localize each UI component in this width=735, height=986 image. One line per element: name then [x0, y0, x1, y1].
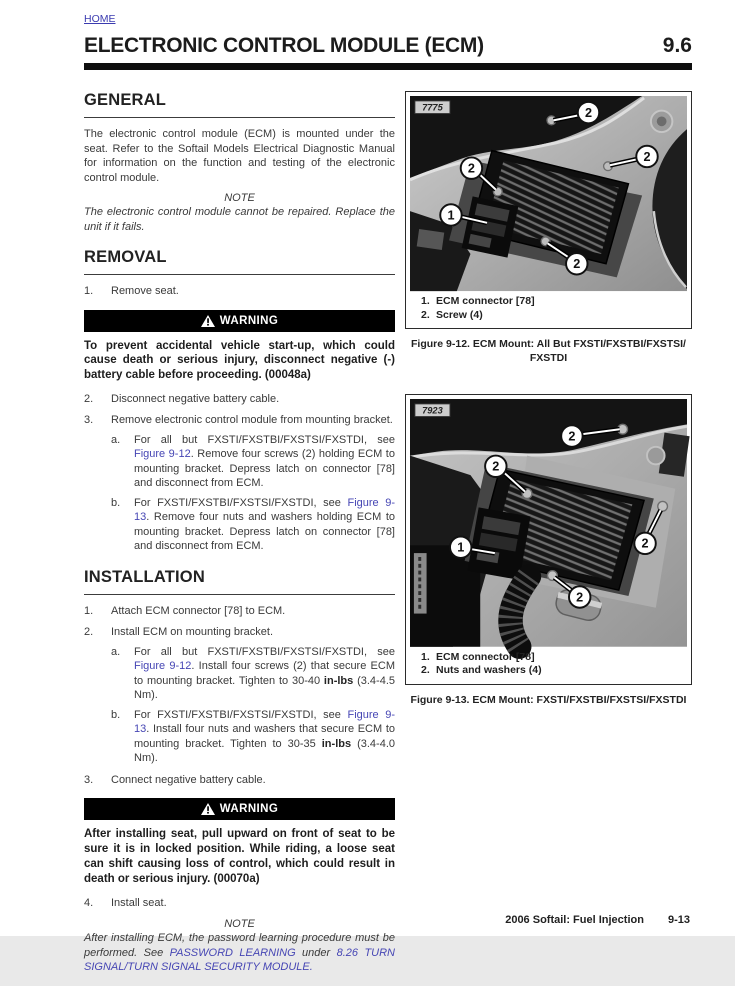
substep	[111, 645, 395, 703]
callout-2	[578, 102, 599, 123]
callout-2	[485, 456, 506, 477]
substep	[111, 433, 395, 491]
svg-text:2: 2	[573, 257, 581, 272]
photo-id-label	[415, 101, 450, 114]
figure-9-13-caption: Figure 9-13. ECM Mount: FXSTI/FXSTBI/FXSTSI/FXSTDI	[410, 693, 687, 706]
callout-2	[634, 533, 655, 554]
step-text	[111, 392, 395, 407]
ecm-photo-all-but-fxsti	[410, 96, 687, 291]
text-segment: Connect negative battery cable.	[111, 773, 266, 786]
inline-link[interactable]: Figure 9-12	[134, 660, 192, 673]
figure-legend	[410, 647, 687, 683]
section-removal	[84, 248, 395, 554]
figure-9-13	[405, 394, 692, 685]
note-text: The electronic control module cannot be repaired. Replace the unit if it fails.	[84, 206, 395, 233]
figure-legend	[410, 291, 687, 327]
callout-1	[450, 537, 471, 558]
text-segment: Remove seat.	[111, 285, 179, 297]
note-label: NOTE	[224, 192, 255, 204]
legend-row	[412, 309, 685, 323]
text-segment: under	[295, 946, 337, 959]
step	[84, 625, 395, 640]
step-number: 2.	[84, 626, 94, 639]
step-text	[111, 284, 395, 299]
warning-banner	[84, 310, 395, 332]
text-segment: Disconnect negative battery cable.	[111, 392, 280, 405]
svg-text:2: 2	[641, 536, 649, 551]
legend-label: Screw (4)	[436, 308, 483, 321]
step-number: 1.	[84, 604, 94, 617]
text-segment: For FXSTI/FXSTBI/FXSTSI/FXSTDI, see	[134, 496, 348, 509]
substep-letter: a.	[111, 645, 121, 658]
figure-column	[405, 91, 692, 986]
figure-9-12	[405, 91, 692, 329]
callout-1	[440, 204, 461, 225]
text-segment: For all but FXSTI/FXSTBI/FXSTSI/FXSTDI, see	[134, 433, 395, 446]
svg-text:2: 2	[492, 459, 500, 474]
step-text	[111, 896, 395, 911]
inline-link[interactable]: Figure 9-13	[134, 708, 395, 736]
note-label: NOTE	[224, 918, 255, 931]
legend-label: ECM connector [78]	[436, 295, 535, 308]
text-segment: (3.4-4.5 Nm).	[134, 674, 396, 702]
general-heading: GENERAL	[84, 91, 395, 118]
page-footer	[505, 914, 690, 926]
svg-text:2: 2	[568, 429, 576, 444]
figure-9-13-photo	[410, 399, 687, 647]
inline-link[interactable]: PASSWORD LEARNING	[169, 946, 296, 959]
section-installation	[84, 568, 395, 975]
svg-text:2: 2	[584, 105, 593, 120]
svg-text:1: 1	[447, 208, 455, 223]
step-number: 2.	[84, 392, 94, 405]
step-number: 4.	[84, 896, 94, 909]
substep-text	[134, 496, 395, 554]
legend-label: ECM connector [78]	[436, 650, 535, 663]
text-segment: . Install four nuts and washers that secure ECM to mounting bracket. Tighten to 30-35	[134, 723, 395, 750]
svg-text:2: 2	[643, 149, 651, 164]
legend-row	[412, 295, 685, 309]
inline-link[interactable]: Figure 9-13	[134, 496, 395, 524]
substeps	[111, 645, 395, 766]
warning-banner	[84, 798, 395, 820]
step-text	[111, 625, 395, 640]
callout-2	[461, 157, 482, 178]
title-rule	[84, 63, 692, 70]
step-number: 3.	[84, 414, 94, 427]
warning-label: WARNING	[219, 803, 279, 816]
step	[84, 413, 395, 428]
svg-text:7923: 7923	[422, 405, 443, 416]
warning-icon	[201, 315, 215, 327]
step	[84, 284, 395, 299]
warning-label: WARNING	[219, 314, 279, 327]
text-segment: Attach ECM connector [78] to ECM.	[111, 604, 286, 617]
text-segment: For all but FXSTI/FXSTBI/FXSTSI/FXSTDI, see	[134, 645, 395, 658]
warning-text: After installing seat, pull upward on front of seat to be sure it is in locked position. While riding, a loose seat can shift causing loss of control, which could result in death or serious injury. (00070a)	[84, 828, 395, 885]
callout-2	[561, 425, 582, 446]
step-text	[111, 773, 395, 788]
substeps	[111, 433, 395, 554]
text-segment: Remove electronic control module from mounting bracket.	[111, 414, 393, 427]
section-general	[84, 91, 395, 234]
legend-number: 1.	[421, 295, 430, 308]
step-number: 3.	[84, 773, 94, 786]
section-number: 9.6	[662, 34, 692, 57]
step-text	[111, 604, 395, 619]
substep-letter: b.	[111, 496, 121, 509]
text-segment: After installing ECM, the password learning procedure must be performed. See	[84, 932, 395, 959]
ecm-photo-fxsti	[410, 399, 687, 647]
legend-number: 2.	[421, 308, 430, 321]
legend-number: 1.	[421, 650, 430, 663]
text-segment: . Install four screws (2) that secure ECM to mounting bracket. Tighten to 30-40	[134, 660, 395, 687]
footer-text: 2006 Softail: Fuel Injection	[505, 914, 644, 926]
installation-heading: INSTALLATION	[84, 568, 395, 595]
page-header	[84, 34, 692, 58]
callout-2	[636, 146, 657, 167]
svg-text:2: 2	[467, 161, 475, 176]
removal-heading: REMOVAL	[84, 248, 395, 275]
step	[84, 773, 395, 788]
legend-number: 2.	[421, 664, 430, 677]
legend-label: Nuts and washers (4)	[436, 664, 542, 677]
home-link[interactable]: HOME	[84, 13, 116, 25]
svg-text:2: 2	[576, 590, 584, 605]
text-segment: Install ECM on mounting bracket.	[111, 626, 274, 639]
text-segment: . Remove four nuts and washers holding ECM to mounting bracket. Depress latch on connector [78] and disconnect from ECM.	[134, 511, 395, 553]
step	[84, 604, 395, 619]
figure-9-12-caption: Figure 9-12. ECM Mount: All But FXSTI/FXSTBI/FXSTSI/ FXSTDI	[411, 338, 686, 364]
photo-id-label	[415, 404, 450, 417]
svg-text:7775: 7775	[422, 102, 443, 113]
substep-letter: b.	[111, 708, 121, 721]
substep	[111, 496, 395, 554]
warning-icon	[201, 803, 215, 815]
note-text	[84, 931, 395, 975]
substep-text	[134, 433, 395, 491]
text-segment: For FXSTI/FXSTBI/FXSTSI/FXSTDI, see	[134, 708, 348, 721]
footer-page-number: 9-13	[667, 914, 690, 926]
legend-row	[412, 651, 685, 665]
text-column	[84, 91, 395, 986]
substep	[111, 708, 395, 766]
legend-row	[412, 664, 685, 678]
general-paragraph: The electronic control module (ECM) is mounted under the seat. Refer to the Softail Models Electrical Diagnostic Manual for information on the function and testing of the electronic control module.	[84, 128, 395, 184]
callout-2	[566, 253, 587, 274]
text-segment: (3.4-4.0 Nm).	[134, 737, 395, 765]
substep-letter: a.	[111, 433, 121, 446]
svg-text:1: 1	[457, 540, 465, 555]
step-text	[111, 413, 395, 428]
step	[84, 392, 395, 407]
substep-text	[134, 708, 395, 766]
text-segment: . Remove four screws (2) holding ECM to mounting bracket. Depress latch on connector [78] and disconnect from ECM.	[134, 448, 395, 490]
text-segment: in-lbs	[321, 737, 352, 750]
step	[84, 896, 395, 911]
inline-link[interactable]: 8.26 TURN SIGNAL/TURN SIGNAL SECURITY MODULE.	[84, 946, 395, 974]
warning-text: To prevent accidental vehicle start-up, which could cause death or serious injury, disconnect negative (-) battery cable before proceeding. (00048a)	[84, 339, 395, 382]
text-segment: in-lbs	[323, 674, 354, 687]
page-title: ELECTRONIC CONTROL MODULE (ECM)	[84, 34, 484, 57]
callout-2	[569, 586, 590, 607]
figure-9-12-photo	[410, 96, 687, 291]
step-number: 1.	[84, 285, 94, 297]
substep-text	[134, 645, 395, 703]
inline-link[interactable]: Figure 9-12	[134, 448, 191, 461]
text-segment: Install seat.	[111, 896, 167, 909]
